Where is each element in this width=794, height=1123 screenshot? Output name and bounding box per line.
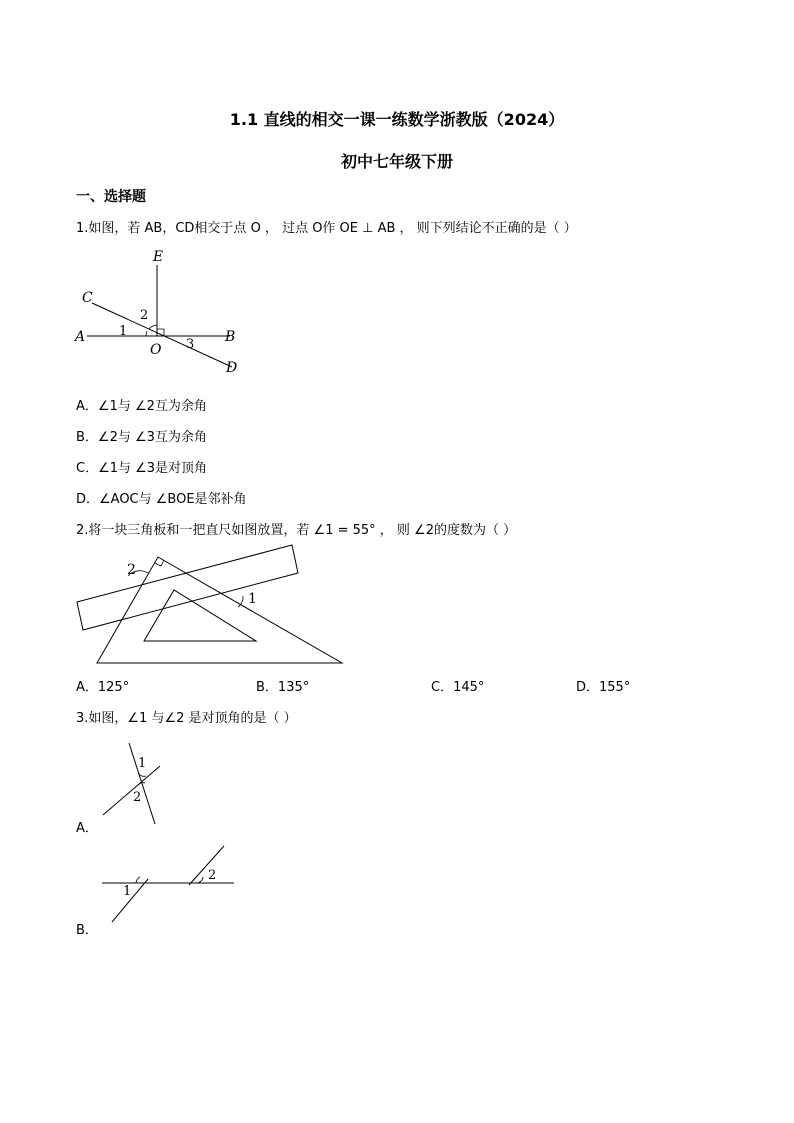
q3-option-a-figure — [100, 740, 170, 830]
label-E: E — [153, 249, 164, 265]
q2-option-d[interactable]: D．155° — [576, 680, 631, 695]
question-1-text: 1.如图，若 AB，CD相交于点 O ， 过点 O作 OE ⊥ AB ， 则下列结论不正确的是（ ） — [76, 221, 577, 236]
page-subtitle: 初中七年级下册 — [340, 152, 453, 171]
angle-1-label: 1 — [138, 756, 147, 771]
angle-1-label: 1 — [119, 324, 128, 339]
question-1-figure — [70, 245, 270, 380]
q2-option-b[interactable]: B．135° — [256, 680, 310, 695]
q3-option-b[interactable]: B． — [76, 923, 98, 938]
section-heading: 一、选择题 — [76, 189, 146, 205]
q2-option-a[interactable]: A．125° — [76, 680, 130, 695]
angle-1-label: 1 — [248, 591, 257, 607]
angle-2-label: 2 — [133, 790, 142, 805]
q3-option-b-figure — [100, 840, 240, 925]
angle-2-label: 2 — [127, 562, 136, 578]
q2-option-c[interactable]: C．145° — [431, 680, 485, 695]
label-B: B — [225, 329, 236, 345]
label-D: D — [226, 360, 238, 376]
label-A: A — [75, 329, 86, 345]
q1-option-c[interactable]: C．∠1与 ∠3是对顶角 — [76, 461, 208, 476]
label-C: C — [82, 290, 93, 306]
angle-1-label: 1 — [123, 884, 132, 899]
q1-option-d[interactable]: D．∠AOC与 ∠BOE是邻补角 — [76, 492, 247, 507]
angle-2-label: 2 — [140, 308, 149, 323]
question-2-figure — [70, 540, 350, 670]
page-title: 1.1 直线的相交一课一练数学浙教版（2024） — [229, 110, 565, 129]
q3-option-a[interactable]: A． — [76, 821, 98, 836]
question-3-text: 3.如图，∠1 与∠2 是对顶角的是（ ） — [76, 711, 297, 726]
angle-2-label: 2 — [208, 868, 217, 883]
q1-option-b[interactable]: B．∠2与 ∠3互为余角 — [76, 430, 207, 445]
q1-option-a[interactable]: A．∠1与 ∠2互为余角 — [76, 399, 207, 414]
question-2-text: 2.将一块三角板和一把直尺如图放置，若 ∠1 = 55° ， 则 ∠2的度数为（ ） — [76, 523, 517, 538]
label-O: O — [150, 342, 162, 358]
angle-3-label: 3 — [186, 337, 195, 352]
